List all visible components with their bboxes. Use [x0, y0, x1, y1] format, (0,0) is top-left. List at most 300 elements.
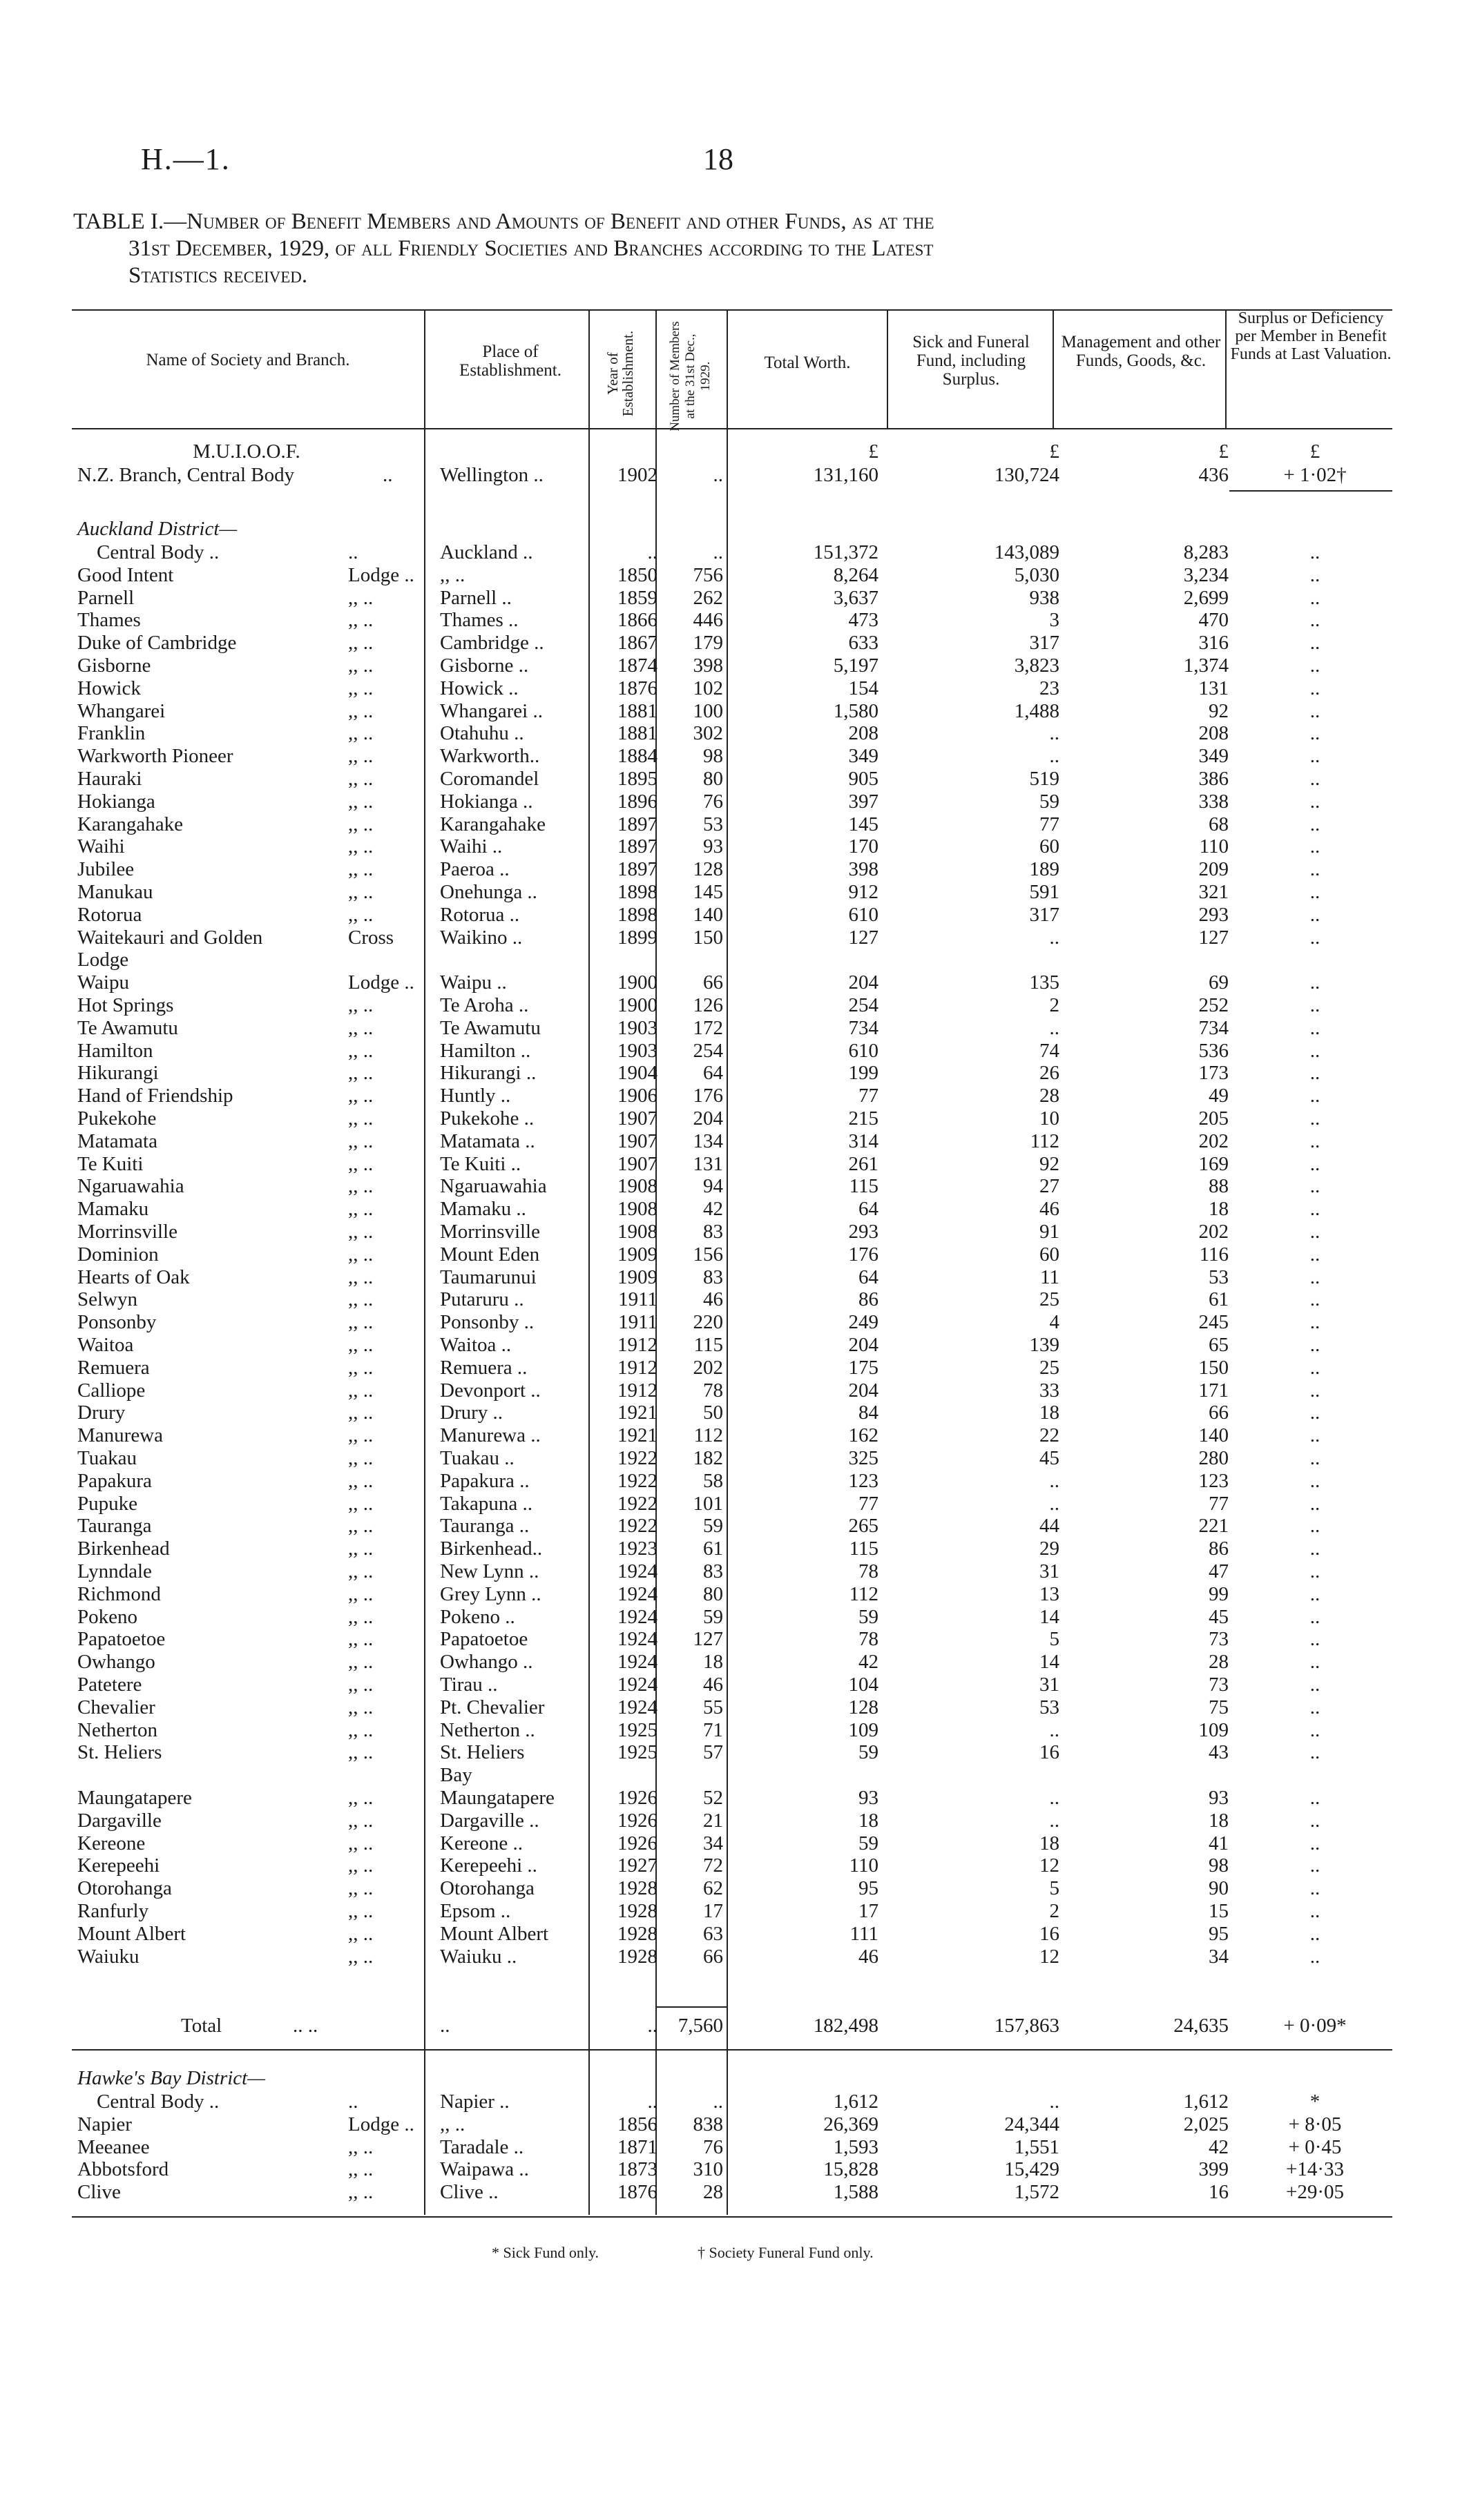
table-row [72, 1085, 1392, 1107]
total-worth-cell: 204 [848, 1379, 878, 1402]
management-fund-cell: 734 [1198, 1016, 1229, 1039]
members-cell: 83 [703, 1266, 723, 1288]
lodge-type: ,, .. [348, 699, 374, 722]
table-row [72, 1810, 1392, 1832]
table-row [72, 1493, 1392, 1515]
management-fund-cell: 99 [1209, 1582, 1229, 1605]
lodge-type: ,, .. [348, 1718, 374, 1741]
total-worth-cell: 64 [858, 1266, 878, 1288]
sick-fund-cell: 16 [1039, 1741, 1059, 1764]
sick-fund-cell: 317 [1029, 903, 1059, 926]
place-of-establishment: Ponsonby .. [440, 1311, 535, 1334]
sick-fund-cell: 31 [1039, 1674, 1059, 1696]
lodge-type: ,, .. [348, 1130, 374, 1152]
surplus-cell: .. [1309, 1515, 1320, 1538]
friendly-societies-table [72, 309, 1392, 2229]
sick-fund-cell: 14 [1039, 1605, 1059, 1628]
members-cell: 98 [703, 745, 723, 768]
year-cell: 1921 [617, 1402, 657, 1424]
year-cell: 1922 [617, 1469, 657, 1492]
year-cell: 1923 [617, 1538, 657, 1560]
branch-name: Manurewa [77, 1424, 164, 1447]
branch-name: Lodge [77, 949, 129, 971]
management-fund-cell: 66 [1209, 1402, 1229, 1424]
place-of-establishment: Waihi .. [440, 835, 503, 858]
management-fund-cell: 1,374 [1183, 655, 1229, 677]
branch-name: Waitoa [77, 1334, 134, 1356]
year-cell: 1906 [617, 1085, 657, 1107]
year-cell: 1922 [617, 1492, 657, 1515]
table-row [72, 904, 1392, 927]
management-fund-cell: 8,283 [1183, 541, 1229, 563]
col-header-surplus: Surplus or Deficiency per Member in Benefit Funds at Last Valuation. [1230, 309, 1392, 363]
table-row [72, 1402, 1392, 1424]
branch-name: Thames [77, 609, 141, 632]
lodge-type: ,, .. [348, 1062, 374, 1085]
table-row [72, 1447, 1392, 1470]
total-worth-cell: 261 [848, 1152, 878, 1175]
branch-name: Matamata [77, 1130, 157, 1152]
members-cell: 59 [703, 1515, 723, 1538]
surplus-cell: .. [1309, 1039, 1320, 1062]
management-fund-cell: 53 [1209, 1266, 1229, 1288]
sick-fund-cell: 59 [1039, 790, 1059, 813]
place-of-establishment: Pukekohe .. [440, 1107, 535, 1130]
lodge-type: ,, .. [348, 1107, 374, 1130]
members-cell: 182 [693, 1447, 723, 1469]
lodge-type: ,, .. [348, 1492, 374, 1515]
total-worth-cell: 199 [848, 1062, 878, 1085]
table-row [72, 1062, 1392, 1085]
place-of-establishment: Waiuku .. [440, 1945, 517, 1968]
total-worth-cell: 115 [849, 1538, 878, 1560]
place-of-establishment: Warkworth.. [440, 745, 540, 768]
table-row [72, 835, 1392, 858]
table-row [72, 1470, 1392, 1493]
surplus-cell: +14·33 [1285, 2158, 1344, 2181]
surplus-cell: .. [1309, 699, 1320, 722]
members-cell: 127 [693, 1628, 723, 1651]
management-fund-cell: 150 [1198, 1356, 1229, 1379]
sick-fund-cell: 33 [1039, 1379, 1059, 1402]
members-cell: 115 [693, 1334, 723, 1356]
place-of-establishment: Kerepeehi .. [440, 1854, 537, 1877]
members-cell: 398 [693, 655, 723, 677]
branch-name: Hot Springs [77, 994, 174, 1016]
sick-fund-cell: .. [1049, 1469, 1059, 1492]
sick-fund-cell: 189 [1029, 858, 1059, 881]
year-cell: 1912 [617, 1379, 657, 1402]
surplus-cell: .. [1309, 1492, 1320, 1515]
branch-name: Central Body .. [97, 541, 220, 563]
table-row [72, 1854, 1392, 1877]
hawkes-bay-district-title: Hawke's Bay District— [77, 2067, 266, 2089]
surplus-cell: .. [1309, 632, 1320, 655]
management-fund-cell: 399 [1198, 2158, 1229, 2181]
members-cell: 57 [703, 1741, 723, 1764]
total-worth-cell: 84 [858, 1402, 878, 1424]
lodge-type: ,, .. [348, 881, 374, 903]
sick-fund-cell: 25 [1039, 1288, 1059, 1311]
sick-fund-cell: 77 [1039, 813, 1059, 835]
sick-fund-cell: 1,488 [1014, 699, 1059, 722]
table-row [72, 1040, 1392, 1063]
sick-fund-cell: 74 [1039, 1039, 1059, 1062]
members-cell: 140 [693, 903, 723, 926]
year-cell: 1884 [617, 745, 657, 768]
place-of-establishment: Mamaku .. [440, 1198, 526, 1221]
sick-fund-cell: 2 [1049, 1900, 1059, 1922]
year-cell: 1928 [617, 1877, 657, 1900]
management-fund-cell: 245 [1198, 1311, 1229, 1334]
caption-line-2: 31st December, 1929, of all Friendly Societies and Branches according to the Latest [128, 236, 934, 261]
year-cell: 1924 [617, 1582, 657, 1605]
table-row [72, 1243, 1392, 1266]
branch-name: Franklin [77, 722, 146, 745]
branch-name: Total [181, 2015, 222, 2037]
year-cell: 1903 [617, 1016, 657, 1039]
surplus-cell: .. [1309, 722, 1320, 745]
place-of-establishment: Waipu .. [440, 971, 507, 994]
auckland-total-row [72, 2015, 1392, 2037]
table-row [72, 1221, 1392, 1243]
year-cell: 1904 [617, 1062, 657, 1085]
place-of-establishment: Paeroa .. [440, 858, 510, 881]
surplus-cell: .. [1309, 1605, 1320, 1628]
year-cell: 1897 [617, 813, 657, 835]
place-of-establishment: Papatoetoe [440, 1628, 528, 1651]
management-fund-cell: 24,635 [1173, 2015, 1229, 2037]
sick-fund-cell: .. [1049, 1492, 1059, 1515]
currency-worth: £ [868, 440, 878, 463]
branch-name: Morrinsville [77, 1221, 177, 1243]
surplus-cell: .. [1309, 1945, 1320, 1968]
lodge-type: ,, .. [348, 1582, 374, 1605]
total-worth-cell: 111 [849, 1922, 878, 1945]
year-cell: 1911 [618, 1311, 657, 1334]
place-of-establishment: Bay [440, 1764, 472, 1787]
lodge-type: ,, .. [348, 994, 374, 1016]
sick-fund-cell: 3 [1049, 609, 1059, 632]
members-cell: 78 [703, 1379, 723, 1402]
management-fund-cell: 127 [1198, 926, 1229, 949]
total-worth-cell: 265 [848, 1515, 878, 1538]
members-cell: 28 [703, 2181, 723, 2204]
management-fund-cell: 109 [1198, 1718, 1229, 1741]
branch-name: Rotorua [77, 903, 142, 926]
place-of-establishment: Drury .. [440, 1402, 503, 1424]
branch-name: Parnell [77, 586, 135, 609]
lodge-type: ,, .. [348, 768, 374, 790]
management-fund-cell: 202 [1198, 1130, 1229, 1152]
surplus-cell: .. [1309, 1854, 1320, 1877]
table-row [72, 1311, 1392, 1334]
table-row [72, 1832, 1392, 1855]
branch-name: Central Body .. [97, 2091, 220, 2113]
management-fund-cell: 49 [1209, 1085, 1229, 1107]
total-worth-cell: 176 [848, 1243, 878, 1266]
branch-name: Meeanee [77, 2135, 150, 2158]
surplus-cell: .. [1309, 1538, 1320, 1560]
lodge-type: ,, .. [348, 1356, 374, 1379]
members-cell: 59 [703, 1605, 723, 1628]
lodge-type: ,, .. [348, 2158, 374, 2181]
table-row [72, 971, 1392, 994]
table-row [72, 587, 1392, 610]
table-row [72, 2136, 1392, 2159]
year-cell: .. [647, 2015, 657, 2037]
branch-name: Whangarei [77, 699, 166, 722]
management-fund-cell: 2,699 [1183, 586, 1229, 609]
place-of-establishment: Owhango .. [440, 1651, 533, 1674]
place-of-establishment: Tauranga .. [440, 1515, 530, 1538]
surplus-cell: + 0·09* [1283, 2015, 1347, 2037]
caption-lead: TABLE I.— [73, 209, 187, 234]
members-cell: 134 [693, 1130, 723, 1152]
members-cell: 156 [693, 1243, 723, 1266]
branch-name: Lynndale [77, 1560, 152, 1582]
members-cell: 62 [703, 1877, 723, 1900]
total-worth-cell: 42 [858, 1651, 878, 1674]
total-worth-cell: 314 [848, 1130, 878, 1152]
sick-fund-cell: 60 [1039, 835, 1059, 858]
year-cell: 1850 [617, 563, 657, 586]
members-cell: 112 [693, 1424, 723, 1447]
sick-fund-cell: 26 [1039, 1062, 1059, 1085]
place-of-establishment: Epsom .. [440, 1900, 511, 1922]
table-row [72, 1583, 1392, 1606]
year-cell: 1925 [617, 1718, 657, 1741]
total-worth-cell: 208 [848, 722, 878, 745]
surplus-cell: .. [1309, 835, 1320, 858]
year-cell: 1881 [617, 699, 657, 722]
footnote-funeral-fund: † Society Funeral Fund only. [698, 2244, 874, 2261]
lodge-type: ,, .. [348, 586, 374, 609]
sick-fund-cell: 18 [1039, 1402, 1059, 1424]
branch-name: Kereone [77, 1832, 146, 1854]
lodge-type: ,, .. [348, 1945, 374, 1968]
sick-fund-cell: 22 [1039, 1424, 1059, 1447]
lodge-type: ,, .. [348, 1379, 374, 1402]
lodge-type: ,, .. [348, 632, 374, 655]
surplus-cell: .. [1309, 1175, 1320, 1198]
lodge-type: ,, .. [348, 813, 374, 835]
sick-fund-cell: 15,429 [1004, 2158, 1059, 2181]
branch-name: Hauraki [77, 768, 142, 790]
management-fund-cell: 41 [1209, 1832, 1229, 1854]
members-cell: 262 [693, 586, 723, 609]
sick-fund-cell: 24,344 [1004, 2113, 1059, 2135]
management-fund-cell: 173 [1198, 1062, 1229, 1085]
year-cell: 1907 [617, 1130, 657, 1152]
surplus-cell: .. [1309, 994, 1320, 1016]
sick-fund-cell: 13 [1039, 1582, 1059, 1605]
surplus-cell: .. [1309, 655, 1320, 677]
total-worth-cell: 17 [858, 1900, 878, 1922]
table-row [72, 858, 1392, 881]
sick-fund-cell: 14 [1039, 1651, 1059, 1674]
col-header-place: Place of Establishment. [459, 342, 561, 380]
place-of-establishment: Otahuhu .. [440, 722, 524, 745]
management-fund-cell: 28 [1209, 1651, 1229, 1674]
members-cell: 131 [693, 1152, 723, 1175]
lodge-type: ,, .. [348, 2135, 374, 2158]
management-fund-cell: 73 [1209, 1674, 1229, 1696]
year-cell: 1876 [617, 677, 657, 699]
management-fund-cell: 65 [1209, 1334, 1229, 1356]
total-worth-cell: 249 [848, 1311, 878, 1334]
col-header-year: Year of Establishment. [604, 330, 636, 417]
management-fund-cell: 280 [1198, 1447, 1229, 1469]
lodge-type: .. [348, 541, 358, 563]
total-worth-cell: 293 [848, 1221, 878, 1243]
sick-fund-cell: 28 [1039, 1085, 1059, 1107]
management-fund-cell: 140 [1198, 1424, 1229, 1447]
year-cell: 1881 [617, 722, 657, 745]
year-cell: 1909 [617, 1266, 657, 1288]
total-worth-cell: 93 [858, 1787, 878, 1809]
surplus-cell: * [1309, 2091, 1320, 2113]
place-of-establishment: Morrinsville [440, 1221, 540, 1243]
lodge-type: ,, .. [348, 1560, 374, 1582]
table-row [72, 745, 1392, 768]
members-cell: 80 [703, 768, 723, 790]
sick-fund-cell: 18 [1039, 1832, 1059, 1854]
year-cell: 1924 [617, 1560, 657, 1582]
lodge-type: ,, .. [348, 1696, 374, 1718]
members-cell: 756 [693, 563, 723, 586]
place-of-establishment: Netherton .. [440, 1718, 535, 1741]
year-cell: 1912 [617, 1356, 657, 1379]
branch-name: Hokianga [77, 790, 155, 813]
surplus-cell: .. [1309, 1424, 1320, 1447]
total-worth-cell: 204 [848, 1334, 878, 1356]
col-header-sick: Sick and Funeral Fund, including Surplus. [912, 333, 1030, 389]
surplus-cell: .. [1309, 1085, 1320, 1107]
lodge-type: Lodge .. [348, 971, 414, 994]
lodge-type: ,, .. [348, 1605, 374, 1628]
management-fund-cell: 34 [1209, 1945, 1229, 1968]
members-cell: 76 [703, 2135, 723, 2158]
members-cell: 126 [693, 994, 723, 1016]
total-worth-cell: 110 [849, 1854, 878, 1877]
branch-name: Pukekohe [77, 1107, 157, 1130]
branch-name: Waitekauri and Golden [77, 926, 263, 949]
management-fund-cell: 171 [1198, 1379, 1229, 1402]
lodge-type: ,, .. [348, 1515, 374, 1538]
col-header-worth: Total Worth. [764, 353, 851, 372]
management-fund-cell: 536 [1198, 1039, 1229, 1062]
members-cell: 100 [693, 699, 723, 722]
table-row [72, 1560, 1392, 1583]
year-cell: 1908 [617, 1198, 657, 1221]
branch-name: Good Intent [77, 563, 174, 586]
lodge-type: ,, .. [348, 1922, 374, 1945]
sick-fund-cell: 1,551 [1014, 2135, 1059, 2158]
management-fund-cell: 42 [1209, 2135, 1229, 2158]
currency-surplus: £ [1309, 440, 1320, 463]
total-worth-cell: 64 [858, 1198, 878, 1221]
place-of-establishment: Howick .. [440, 677, 519, 699]
place-of-establishment: Clive .. [440, 2181, 499, 2204]
surplus-cell: .. [1309, 1288, 1320, 1311]
sick-fund-cell: 519 [1029, 768, 1059, 790]
branch-name: Pokeno [77, 1605, 137, 1628]
surplus-cell: .. [1309, 1787, 1320, 1809]
total-worth-cell: 734 [848, 1016, 878, 1039]
lodge-type: Lodge .. [348, 2113, 414, 2135]
management-fund-cell: 293 [1198, 903, 1229, 926]
surplus-cell: .. [1309, 1877, 1320, 1900]
sick-fund-cell: 53 [1039, 1696, 1059, 1718]
members-cell: 83 [703, 1221, 723, 1243]
total-worth-cell: 128 [848, 1696, 878, 1718]
surplus-cell: .. [1309, 1198, 1320, 1221]
members-cell: .. [713, 541, 723, 563]
branch-name: Otorohanga [77, 1877, 172, 1900]
lodge-type: ,, .. [348, 609, 374, 632]
sick-fund-cell: 46 [1039, 1198, 1059, 1221]
sick-fund-cell: 12 [1039, 1945, 1059, 1968]
members-cell: 102 [693, 677, 723, 699]
branch-name: Duke of Cambridge [77, 632, 237, 655]
branch-name: Waipu [77, 971, 129, 994]
management-fund-cell: 169 [1198, 1152, 1229, 1175]
place-of-establishment: Cambridge .. [440, 632, 544, 655]
members-cell: 80 [703, 1582, 723, 1605]
members-cell: 64 [703, 1062, 723, 1085]
surplus-cell: .. [1309, 1469, 1320, 1492]
table-row [72, 1357, 1392, 1379]
branch-name: Owhango [77, 1651, 155, 1674]
place-of-establishment: Manurewa .. [440, 1424, 541, 1447]
place-of-establishment: Devonport .. [440, 1379, 541, 1402]
year-cell: 1873 [617, 2158, 657, 2181]
year-cell: 1874 [617, 655, 657, 677]
branch-name: Abbotsford [77, 2158, 169, 2181]
lodge-type: ,, .. [348, 903, 374, 926]
sick-fund-cell: 938 [1029, 586, 1059, 609]
members-cell: 94 [703, 1175, 723, 1198]
place-of-establishment: Taumarunui [440, 1266, 537, 1288]
total-worth-cell: 115 [849, 1175, 878, 1198]
members-cell: 52 [703, 1787, 723, 1809]
table-row [72, 1334, 1392, 1357]
table-row [72, 632, 1392, 655]
branch-name: Te Awamutu [77, 1016, 178, 1039]
lodge-type: ,, .. [348, 1085, 374, 1107]
management-fund-cell: 18 [1209, 1809, 1229, 1832]
year-cell: 1897 [617, 858, 657, 881]
surplus-cell: .. [1309, 1809, 1320, 1832]
place-of-establishment: Te Aroha .. [440, 994, 529, 1016]
surplus-cell: .. [1309, 1266, 1320, 1288]
place-of-establishment: Takapuna .. [440, 1492, 533, 1515]
lodge-type: ,, .. [348, 2181, 374, 2204]
year-cell: 1876 [617, 2181, 657, 2204]
branch-name: Ngaruawahia [77, 1175, 184, 1198]
total-worth-cell: 86 [858, 1288, 878, 1311]
surplus-cell: .. [1309, 1130, 1320, 1152]
surplus-cell: .. [1309, 1243, 1320, 1266]
table-row [72, 1719, 1392, 1742]
year-cell: 1921 [617, 1424, 657, 1447]
management-fund-cell: 1,612 [1183, 2091, 1229, 2113]
branch-name: Pupuke [77, 1492, 137, 1515]
sick-fund-cell: 16 [1039, 1922, 1059, 1945]
report-code: H.—1. [141, 142, 231, 176]
table-row [72, 813, 1392, 836]
